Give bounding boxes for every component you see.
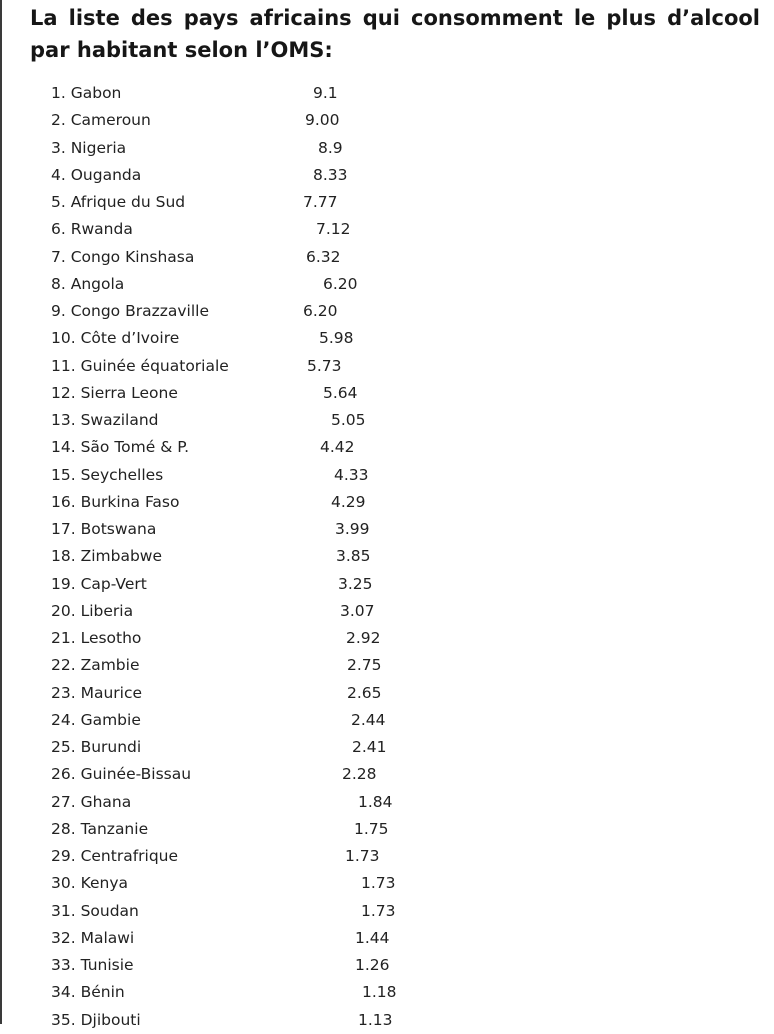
ranking-row — [0, 761, 774, 788]
ranking-row — [0, 462, 774, 489]
ranking-row — [0, 107, 774, 134]
alcohol-value: 2.65 — [347, 683, 382, 702]
country-name: 2. Cameroun — [51, 111, 151, 130]
country-name: 13. Swaziland — [51, 411, 159, 429]
country-name: 14. São Tomé & P. — [51, 438, 190, 457]
alcohol-value: 6.32 — [306, 247, 341, 266]
ranking-row — [0, 789, 774, 816]
alcohol-value: 3.85 — [336, 547, 371, 566]
country-name: 9. Congo Brazzaville — [51, 302, 209, 320]
alcohol-value: 9.1 — [313, 84, 338, 102]
ranking-row — [0, 598, 774, 625]
country-name: 33. Tunisie — [51, 956, 134, 974]
ranking-row — [0, 707, 774, 734]
country-name: 15. Seychelles — [51, 465, 164, 484]
ranking-row — [0, 271, 774, 298]
alcohol-value: 1.44 — [355, 928, 390, 947]
alcohol-value: 4.42 — [320, 438, 355, 457]
document-title: La liste des pays africains qui consomment le plus d’alcool par habitant selon l’OMS: — [30, 6, 760, 62]
ranking-row — [0, 298, 774, 325]
country-name: 7. Congo Kinshasa — [51, 247, 195, 266]
ranking-row — [0, 952, 774, 979]
alcohol-value: 7.77 — [303, 193, 338, 211]
ranking-row — [0, 162, 774, 189]
ranking-row — [0, 816, 774, 843]
country-name: 29. Centrafrique — [51, 847, 179, 865]
country-name: 25. Burundi — [51, 738, 142, 756]
alcohol-value: 2.44 — [351, 710, 386, 729]
alcohol-value: 9.00 — [305, 111, 340, 130]
country-name: 22. Zambie — [51, 656, 140, 675]
ranking-row — [0, 898, 774, 925]
country-name: 11. Guinée équatoriale — [51, 356, 229, 375]
alcohol-value: 2.41 — [352, 738, 387, 756]
alcohol-value: 2.28 — [342, 765, 377, 784]
ranking-row — [0, 543, 774, 570]
alcohol-value: 2.75 — [347, 656, 382, 675]
ranking-row — [0, 1007, 774, 1034]
country-name: 31. Soudan — [51, 901, 139, 920]
ranking-row — [0, 652, 774, 679]
alcohol-value: 1.26 — [355, 956, 390, 974]
country-name: 24. Gambie — [51, 710, 141, 729]
country-name: 6. Rwanda — [51, 220, 133, 239]
alcohol-value: 1.73 — [345, 847, 380, 865]
country-name: 3. Nigeria — [51, 138, 127, 157]
alcohol-value: 5.98 — [319, 329, 354, 348]
alcohol-value: 1.18 — [362, 983, 397, 1002]
ranking-row — [0, 734, 774, 761]
country-name: 10. Côte d’Ivoire — [51, 329, 180, 348]
ranking-row — [0, 516, 774, 543]
ranking-row — [0, 244, 774, 271]
alcohol-value: 5.64 — [323, 383, 358, 402]
ranking-row — [0, 380, 774, 407]
country-name: 20. Liberia — [51, 601, 134, 620]
country-name: 8. Angola — [51, 274, 125, 293]
alcohol-value: 1.73 — [361, 874, 396, 893]
alcohol-value: 5.73 — [307, 356, 342, 375]
alcohol-value: 4.33 — [334, 465, 369, 484]
country-name: 18. Zimbabwe — [51, 547, 162, 566]
country-name: 5. Afrique du Sud — [51, 193, 186, 211]
ranking-row — [0, 843, 774, 870]
country-name: 35. Djibouti — [51, 1010, 141, 1029]
ranking-row — [0, 325, 774, 352]
alcohol-value: 1.75 — [354, 819, 389, 838]
alcohol-value: 4.29 — [331, 492, 366, 511]
ranking-row — [0, 489, 774, 516]
ranking-row — [0, 870, 774, 897]
ranking-row — [0, 680, 774, 707]
ranking-row — [0, 80, 774, 107]
country-name: 34. Bénin — [51, 983, 125, 1002]
country-name: 27. Ghana — [51, 792, 132, 811]
alcohol-value: 5.05 — [331, 411, 366, 429]
ranking-row — [0, 979, 774, 1006]
alcohol-value: 3.25 — [338, 574, 373, 593]
country-name: 30. Kenya — [51, 874, 129, 893]
alcohol-value: 8.33 — [313, 165, 348, 184]
country-name: 12. Sierra Leone — [51, 383, 178, 402]
alcohol-value: 3.99 — [335, 520, 370, 538]
country-name: 16. Burkina Faso — [51, 492, 180, 511]
ranking-row — [0, 407, 774, 434]
alcohol-value: 6.20 — [303, 302, 338, 320]
ranking-row — [0, 353, 774, 380]
alcohol-value: 2.92 — [346, 629, 381, 647]
country-name: 21. Lesotho — [51, 629, 142, 647]
alcohol-value: 7.12 — [316, 220, 351, 239]
country-name: 17. Botswana — [51, 520, 157, 538]
alcohol-value: 3.07 — [340, 601, 375, 620]
alcohol-value: 1.73 — [361, 901, 396, 920]
ranking-row — [0, 135, 774, 162]
country-name: 4. Ouganda — [51, 165, 142, 184]
alcohol-value: 1.13 — [358, 1010, 393, 1029]
country-name: 26. Guinée-Bissau — [51, 765, 192, 784]
country-name: 1. Gabon — [51, 84, 122, 102]
country-name: 23. Maurice — [51, 683, 143, 702]
country-name: 28. Tanzanie — [51, 819, 149, 838]
country-name: 32. Malawi — [51, 928, 135, 947]
ranking-row — [0, 216, 774, 243]
ranking-row — [0, 625, 774, 652]
ranking-row — [0, 925, 774, 952]
alcohol-value: 6.20 — [323, 274, 358, 293]
alcohol-value: 8.9 — [318, 138, 343, 157]
ranking-row — [0, 434, 774, 461]
alcohol-value: 1.84 — [358, 792, 393, 811]
ranking-row — [0, 189, 774, 216]
ranking-row — [0, 571, 774, 598]
country-name: 19. Cap-Vert — [51, 574, 147, 593]
